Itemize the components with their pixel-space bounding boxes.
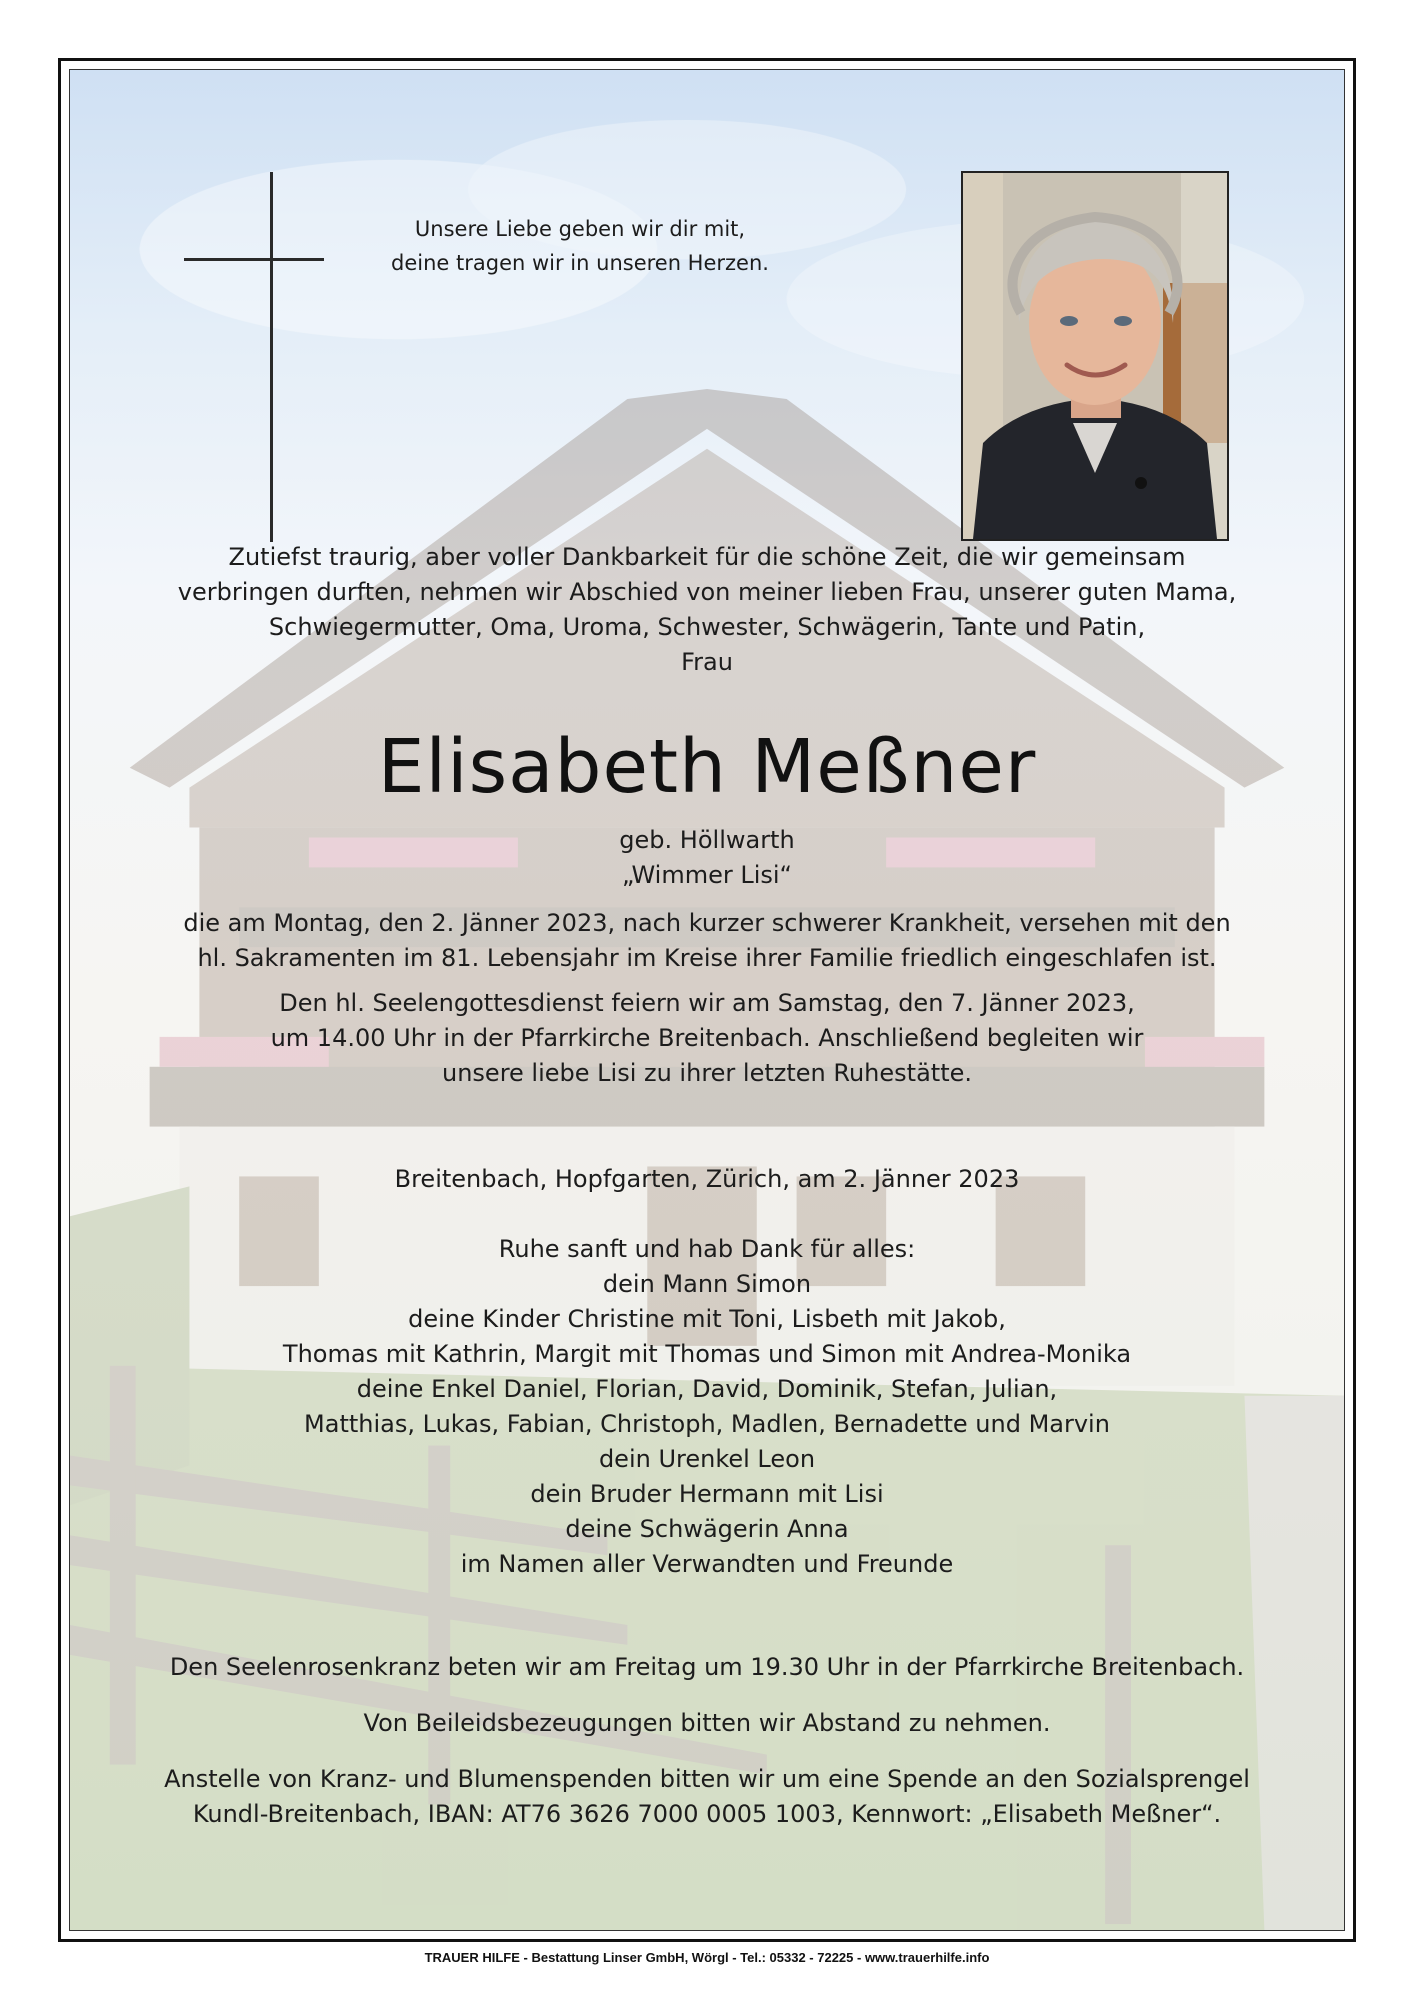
death-notice-line: die am Montag, den 2. Jänner 2023, nach kurzer schwerer Krankheit, versehen mit den	[183, 909, 1231, 937]
donation-line: Anstelle von Kranz- und Blumenspenden bitten wir um eine Spende an den Sozialsprengel	[164, 1765, 1250, 1793]
birth-name: geb. Höllwarth	[619, 826, 795, 854]
donation-line: Kundl-Breitenbach, IBAN: AT76 3626 7000 0005 1003, Kennwort: „Elisabeth Meßner“.	[192, 1800, 1222, 1828]
funeral-service	[0, 986, 1414, 1091]
cross-icon	[184, 172, 324, 542]
intro-line: verbringen durften, nehmen wir Abschied von meiner lieben Frau, unserer guten Mama,	[177, 578, 1237, 606]
mourner-line: dein Bruder Hermann mit Lisi	[530, 1480, 884, 1508]
service-line: um 14.00 Uhr in der Pfarrkirche Breitenbach. Anschließend begleiten wir	[270, 1024, 1144, 1052]
nickname: „Wimmer Lisi“	[621, 861, 792, 889]
mourner-line: deine Enkel Daniel, Florian, David, Dominik, Stefan, Julian,	[356, 1375, 1058, 1403]
funeral-home-footer: TRAUER HILFE - Bestattung Linser GmbH, Wörgl - Tel.: 05332 - 72225 - www.trauerhilfe.info	[424, 1950, 990, 1965]
rosary-notice: Den Seelenrosenkranz beten wir am Freitag um 19.30 Uhr in der Pfarrkirche Breitenbach.	[169, 1653, 1245, 1681]
intro-line: Zutiefst traurig, aber voller Dankbarkeit für die schöne Zeit, die wir gemeinsam	[228, 543, 1186, 571]
intro-line: Schwiegermutter, Oma, Uroma, Schwester, Schwägerin, Tante und Patin,	[268, 613, 1146, 641]
service-line: Den hl. Seelengottesdienst feiern wir am Samstag, den 7. Jänner 2023,	[279, 989, 1135, 1017]
death-notice	[0, 906, 1414, 976]
quote-line: deine tragen wir in unseren Herzen.	[391, 251, 769, 275]
mourner-line: Thomas mit Kathrin, Margit mit Thomas und Simon mit Andrea-Monika	[282, 1340, 1132, 1368]
intro-text	[0, 540, 1414, 680]
deceased-name: Elisabeth Meßner	[377, 724, 1037, 810]
intro-line: Frau	[681, 648, 733, 676]
donation-notice	[0, 1762, 1414, 1832]
mourner-line: deine Kinder Christine mit Toni, Lisbeth mit Jakob,	[408, 1305, 1006, 1333]
death-notice-line: hl. Sakramenten im 81. Lebensjahr im Kreise ihrer Familie friedlich eingeschlafen ist.	[197, 944, 1217, 972]
mourners-list	[0, 1232, 1414, 1582]
portrait-image	[963, 173, 1227, 539]
mourner-line: im Namen aller Verwandten und Freunde	[460, 1550, 954, 1578]
mourner-line: dein Urenkel Leon	[598, 1445, 816, 1473]
memorial-quote	[320, 212, 840, 280]
place-and-date: Breitenbach, Hopfgarten, Zürich, am 2. Jänner 2023	[394, 1165, 1020, 1193]
deceased-details	[0, 823, 1414, 893]
mourner-line: Ruhe sanft und hab Dank für alles:	[498, 1235, 916, 1263]
portrait-photo	[961, 171, 1229, 541]
condolences-notice: Von Beileidsbezeugungen bitten wir Abstand zu nehmen.	[363, 1709, 1051, 1737]
service-line: unsere liebe Lisi zu ihrer letzten Ruhestätte.	[442, 1059, 972, 1087]
mourner-line: Matthias, Lukas, Fabian, Christoph, Madlen, Bernadette und Marvin	[304, 1410, 1110, 1438]
mourner-line: dein Mann Simon	[602, 1270, 812, 1298]
quote-line: Unsere Liebe geben wir dir mit,	[414, 217, 746, 241]
mourner-line: deine Schwägerin Anna	[565, 1515, 849, 1543]
